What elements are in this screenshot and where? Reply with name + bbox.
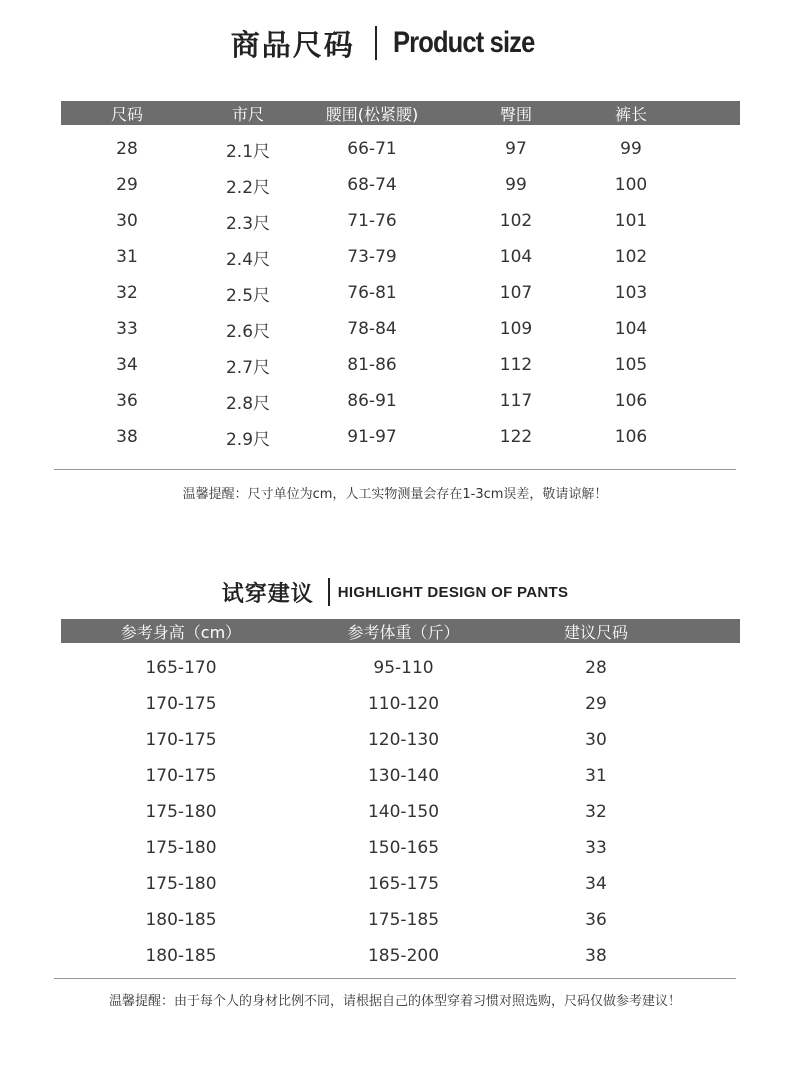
cell-length: 106 xyxy=(614,391,648,411)
cell-length: 104 xyxy=(614,319,648,339)
cell-recommended-size: 30 xyxy=(585,730,607,750)
table-row xyxy=(61,866,740,902)
cell-weight: 150-165 xyxy=(367,838,440,858)
cell-market-size: 2.8尺 xyxy=(225,393,271,414)
cell-waist: 73-79 xyxy=(347,247,397,267)
table-row xyxy=(61,830,740,866)
fit-table-body xyxy=(61,650,740,974)
cell-waist: 78-84 xyxy=(347,319,397,339)
size-title-cn: 商品尺码 xyxy=(230,27,355,62)
cell-recommended-size: 33 xyxy=(585,838,607,858)
cell-height: 175-180 xyxy=(145,802,217,822)
cell-recommended-size: 28 xyxy=(585,658,607,678)
cell-height: 165-170 xyxy=(145,658,217,678)
cell-hip: 107 xyxy=(499,283,533,303)
cell-market-size: 2.9尺 xyxy=(225,429,271,450)
cell-market-size: 2.4尺 xyxy=(225,249,271,270)
cell-recommended-size: 32 xyxy=(585,802,607,822)
cell-recommended-size: 38 xyxy=(585,946,607,966)
size-note: 温馨提醒：尺寸单位为cm，人工实物测量会存在1-3cm误差，敬请谅解！ xyxy=(182,487,608,502)
title-divider xyxy=(375,26,377,60)
cell-market-size: 2.3尺 xyxy=(225,213,271,234)
table-row xyxy=(61,722,740,758)
cell-weight: 95-110 xyxy=(373,658,434,678)
size-title-en: Product size xyxy=(392,26,535,59)
cell-hip: 112 xyxy=(499,355,533,375)
cell-height: 175-180 xyxy=(145,874,217,894)
cell-length: 102 xyxy=(614,247,648,267)
cell-waist: 86-91 xyxy=(347,391,397,411)
size-table-header xyxy=(61,101,740,125)
cell-market-size: 2.2尺 xyxy=(225,177,271,198)
cell-hip: 104 xyxy=(499,247,533,267)
cell-length: 103 xyxy=(614,283,648,303)
table-row xyxy=(61,383,740,419)
cell-recommended-size: 34 xyxy=(585,874,607,894)
cell-weight: 120-130 xyxy=(367,730,440,750)
cell-recommended-size: 36 xyxy=(585,910,607,930)
cell-height: 170-175 xyxy=(145,694,217,714)
header-height: 参考身高（cm） xyxy=(120,622,242,642)
cell-hip: 99 xyxy=(505,175,527,195)
cell-size: 33 xyxy=(116,319,138,339)
cell-market-size: 2.1尺 xyxy=(225,141,271,162)
cell-market-size: 2.5尺 xyxy=(225,285,271,306)
fit-table-header xyxy=(61,619,740,643)
fit-table-divider xyxy=(54,978,736,979)
cell-size: 30 xyxy=(116,211,138,231)
header-weight: 参考体重（斤） xyxy=(347,622,460,642)
cell-recommended-size: 31 xyxy=(585,766,607,786)
header-market-size: 市尺 xyxy=(231,104,264,124)
fit-section-title xyxy=(0,572,790,612)
header-waist: 腰围(松紧腰) xyxy=(325,104,419,124)
cell-market-size: 2.7尺 xyxy=(225,357,271,378)
cell-weight: 110-120 xyxy=(367,694,440,714)
table-row xyxy=(61,794,740,830)
table-row xyxy=(61,131,740,167)
cell-weight: 185-200 xyxy=(367,946,440,966)
cell-hip: 97 xyxy=(505,139,527,159)
cell-length: 105 xyxy=(614,355,648,375)
cell-hip: 122 xyxy=(499,427,533,447)
cell-height: 170-175 xyxy=(145,766,217,786)
cell-length: 101 xyxy=(614,211,648,231)
table-row xyxy=(61,902,740,938)
cell-waist: 91-97 xyxy=(347,427,397,447)
cell-market-size: 2.6尺 xyxy=(225,321,271,342)
cell-waist: 81-86 xyxy=(347,355,397,375)
cell-weight: 165-175 xyxy=(367,874,440,894)
fit-title-en: HIGHLIGHT DESIGN OF PANTS xyxy=(337,583,569,601)
cell-waist: 68-74 xyxy=(347,175,397,195)
cell-size: 38 xyxy=(116,427,138,447)
cell-length: 100 xyxy=(614,175,648,195)
cell-length: 106 xyxy=(614,427,648,447)
table-row xyxy=(61,419,740,455)
size-table-body xyxy=(61,131,740,455)
cell-size: 34 xyxy=(116,355,138,375)
cell-length: 99 xyxy=(620,139,642,159)
cell-height: 180-185 xyxy=(145,910,217,930)
cell-size: 31 xyxy=(116,247,138,267)
fit-title-cn: 试穿建议 xyxy=(221,581,314,607)
cell-waist: 71-76 xyxy=(347,211,397,231)
header-recommended-size: 建议尺码 xyxy=(563,622,628,642)
cell-size: 28 xyxy=(116,139,138,159)
cell-height: 175-180 xyxy=(145,838,217,858)
cell-weight: 140-150 xyxy=(367,802,440,822)
header-size: 尺码 xyxy=(110,104,143,124)
table-row xyxy=(61,650,740,686)
header-length: 裤长 xyxy=(614,104,647,124)
table-row xyxy=(61,347,740,383)
cell-waist: 66-71 xyxy=(347,139,397,159)
table-row xyxy=(61,938,740,974)
fit-note: 温馨提醒：由于每个人的身材比例不同，请根据自己的体型穿着习惯对照选购，尺码仅做参考建议！ xyxy=(108,994,681,1009)
table-row xyxy=(61,275,740,311)
cell-size: 36 xyxy=(116,391,138,411)
cell-hip: 117 xyxy=(499,391,533,411)
cell-size: 32 xyxy=(116,283,138,303)
table-row xyxy=(61,686,740,722)
cell-hip: 109 xyxy=(499,319,533,339)
table-row xyxy=(61,758,740,794)
cell-hip: 102 xyxy=(499,211,533,231)
cell-waist: 76-81 xyxy=(347,283,397,303)
size-table-divider xyxy=(54,469,736,470)
cell-recommended-size: 29 xyxy=(585,694,607,714)
header-hip: 臀围 xyxy=(499,104,532,124)
cell-height: 180-185 xyxy=(145,946,217,966)
cell-weight: 130-140 xyxy=(367,766,440,786)
table-row xyxy=(61,203,740,239)
table-row xyxy=(61,239,740,275)
cell-height: 170-175 xyxy=(145,730,217,750)
table-row xyxy=(61,167,740,203)
cell-weight: 175-185 xyxy=(367,910,440,930)
title-divider xyxy=(328,578,330,606)
size-section-title xyxy=(0,18,790,68)
cell-size: 29 xyxy=(116,175,138,195)
table-row xyxy=(61,311,740,347)
